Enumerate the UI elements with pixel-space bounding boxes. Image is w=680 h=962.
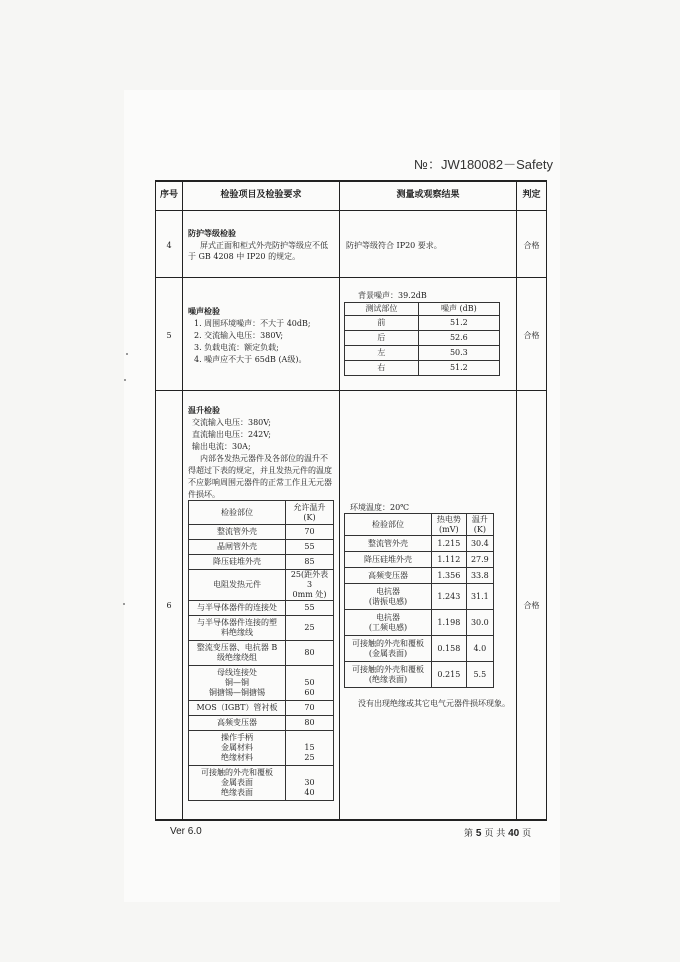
table-cell: 33.8 — [466, 568, 493, 584]
temperature-result-table — [344, 513, 494, 688]
header-result: 测量或观察结果 — [396, 190, 460, 200]
table-cell: 电阻发热元件 — [189, 570, 286, 601]
row-5-req-line-1: 1. 周围环境噪声：不大于 40dB; — [194, 319, 311, 328]
table-cell: 操作手柄 金属材料 绝缘材料 — [189, 731, 286, 766]
table-cell: 25(距外表 3 0mm 处) — [286, 570, 334, 601]
document-number: №：JW180082－Safety — [414, 157, 553, 172]
table-cell: 70 — [286, 525, 334, 540]
row-5-req-line-3: 3. 负载电流：额定负载; — [194, 343, 279, 352]
table-cell: 52.6 — [418, 331, 499, 346]
result-header-position: 检验部位 — [345, 514, 432, 536]
row-6-number: 6 — [166, 601, 172, 610]
noise-table — [344, 302, 500, 376]
row-5-bg-noise: 背景噪声：39.2dB — [358, 291, 427, 300]
table-cell: 降压硅堆外壳 — [189, 555, 286, 570]
header-item: 检验项目及检验要求 — [220, 190, 302, 200]
table-row — [189, 525, 334, 540]
table-cell: 整流管外壳 — [345, 536, 432, 552]
row-6-req-line-6: 不应影响周围元器件的正常工作且无元器 — [188, 478, 332, 487]
table-row — [189, 555, 334, 570]
table-cell: 1.112 — [432, 552, 467, 568]
scan-speck — [123, 603, 125, 605]
table-cell: 1.198 — [432, 610, 467, 636]
table-cell: 左 — [345, 346, 419, 361]
page-total: 40 — [508, 828, 520, 839]
row-6-title: 温升检验 — [188, 405, 220, 415]
limit-header-position: 检验部位 — [189, 501, 286, 525]
row-divider-4 — [155, 277, 547, 278]
row-5-title: 噪声检验 — [188, 306, 220, 316]
table-cell: 1.356 — [432, 568, 467, 584]
table-cell: 27.9 — [466, 552, 493, 568]
table-cell: 25 — [286, 616, 334, 641]
table-row — [189, 641, 334, 666]
table-cell: 5.5 — [466, 662, 493, 688]
row-4-result: 防护等级符合 IP20 要求。 — [346, 241, 442, 250]
table-cell: 高频变压器 — [345, 568, 432, 584]
row-6-ambient: 环境温度：20℃ — [350, 503, 410, 512]
row-5-req-line-4: 4. 噪声应不大于 65dB (A级)。 — [194, 355, 307, 364]
table-cell: 0.158 — [432, 636, 467, 662]
row-4-number: 4 — [166, 241, 172, 250]
table-cell: 电抗器 (工频电感) — [345, 610, 432, 636]
row-4-req-line-2: 于 GB 4208 中 IP20 的规定。 — [188, 252, 301, 261]
table-cell: 1.215 — [432, 536, 467, 552]
table-cell: 50 60 — [286, 666, 334, 701]
table-cell: 30 40 — [286, 766, 334, 801]
row-4-verdict: 合格 — [523, 241, 540, 250]
table-cell: 晶闸管外壳 — [189, 540, 286, 555]
table-cell: 31.1 — [466, 584, 493, 610]
table-cell: 后 — [345, 331, 419, 346]
table-cell: 1.243 — [432, 584, 467, 610]
table-row — [189, 666, 334, 701]
table-row — [189, 716, 334, 731]
table-row — [189, 570, 334, 601]
table-cell: 电抗器 (谐振电感) — [345, 584, 432, 610]
temperature-limit-table — [188, 500, 334, 801]
table-cell: 前 — [345, 316, 419, 331]
table-cell: 51.2 — [418, 316, 499, 331]
table-row — [189, 731, 334, 766]
scan-speck — [126, 353, 128, 355]
scan-speck — [124, 379, 126, 381]
table-cell: 与半导体器件的连接处 — [189, 601, 286, 616]
table-cell: 55 — [286, 540, 334, 555]
limit-header-value: 允许温升 (K) — [286, 501, 334, 525]
table-cell: 70 — [286, 701, 334, 716]
result-header-emf: 热电势 (mV) — [432, 514, 467, 536]
page-current: 5 — [475, 828, 482, 839]
table-cell: 4.0 — [466, 636, 493, 662]
header-no: 序号 — [159, 190, 178, 200]
table-row — [345, 662, 494, 688]
table-cell: 整流变压器、电抗器 B 级绝缘绕组 — [189, 641, 286, 666]
noise-header-value: 噪声 (dB) — [418, 303, 499, 316]
table-cell: 55 — [286, 601, 334, 616]
row-5-verdict: 合格 — [523, 331, 540, 340]
table-row — [345, 552, 494, 568]
table-row — [345, 636, 494, 662]
table-cell: 15 25 — [286, 731, 334, 766]
table-cell: 80 — [286, 641, 334, 666]
row-6-req-line-3: 输出电流：30A; — [192, 442, 251, 451]
row-6-req-line-7: 件损坏。 — [188, 490, 220, 499]
noise-header-position: 测试部位 — [345, 303, 419, 316]
table-cell: 降压硅堆外壳 — [345, 552, 432, 568]
page-suffix: 页 — [522, 829, 532, 839]
page-prefix: 第 — [464, 829, 474, 839]
header-verdict: 判定 — [522, 190, 541, 200]
table-row — [345, 610, 494, 636]
table-cell: 右 — [345, 361, 419, 376]
table-row — [345, 584, 494, 610]
row-6-verdict: 合格 — [523, 601, 540, 610]
footer-page-info — [464, 826, 531, 839]
table-cell: 80 — [286, 716, 334, 731]
table-cell: MOS（IGBT）管衬板 — [189, 701, 286, 716]
table-cell: 30.0 — [466, 610, 493, 636]
table-cell: 51.2 — [418, 361, 499, 376]
row-6-req-line-2: 直流输出电压：242V; — [192, 430, 271, 439]
table-row — [189, 616, 334, 641]
table-cell: 85 — [286, 555, 334, 570]
row-6-req-line-5: 得超过下表的规定，并且发热元件的温度 — [188, 466, 332, 475]
table-row — [345, 536, 494, 552]
table-cell: 可接触的外壳和覆板 金属表面 绝缘表面 — [189, 766, 286, 801]
table-cell: 30.4 — [466, 536, 493, 552]
row-6-req-line-1: 交流输入电压：380V; — [192, 418, 271, 427]
table-cell: 可接触的外壳和覆板 (金属表面) — [345, 636, 432, 662]
row-4-title: 防护等级检验 — [188, 228, 236, 238]
table-cell: 0.215 — [432, 662, 467, 688]
table-cell: 50.3 — [418, 346, 499, 361]
table-row — [189, 766, 334, 801]
table-cell: 与半导体器件连接的塑 料绝缘线 — [189, 616, 286, 641]
row-divider-header — [155, 210, 547, 211]
row-6-req-line-4: 内部各发热元器件及各部位的温升不 — [200, 454, 328, 463]
row-4-req-line-1: 屏式正面和柜式外壳防护等级应不低 — [200, 241, 328, 250]
page-mid: 页 共 — [484, 829, 506, 839]
table-cell: 整流管外壳 — [189, 525, 286, 540]
table-border-bottom — [155, 819, 547, 821]
footer-version: Ver 6.0 — [170, 826, 202, 837]
table-row — [345, 568, 494, 584]
table-row — [189, 540, 334, 555]
row-divider-5 — [155, 390, 547, 391]
row-5-req-line-2: 2. 交流输入电压：380V; — [194, 331, 284, 340]
table-row — [189, 701, 334, 716]
table-row — [189, 601, 334, 616]
result-header-rise: 温升 (K) — [466, 514, 493, 536]
table-cell: 高频变压器 — [189, 716, 286, 731]
row-6-note: 没有出现绝缘或其它电气元器件损坏现象。 — [358, 699, 510, 708]
table-cell: 母线连接处 铜—铜 铜搪锡—铜搪锡 — [189, 666, 286, 701]
table-border-top — [155, 180, 547, 182]
row-5-number: 5 — [166, 331, 172, 340]
table-cell: 可接触的外壳和覆板 (绝缘表面) — [345, 662, 432, 688]
